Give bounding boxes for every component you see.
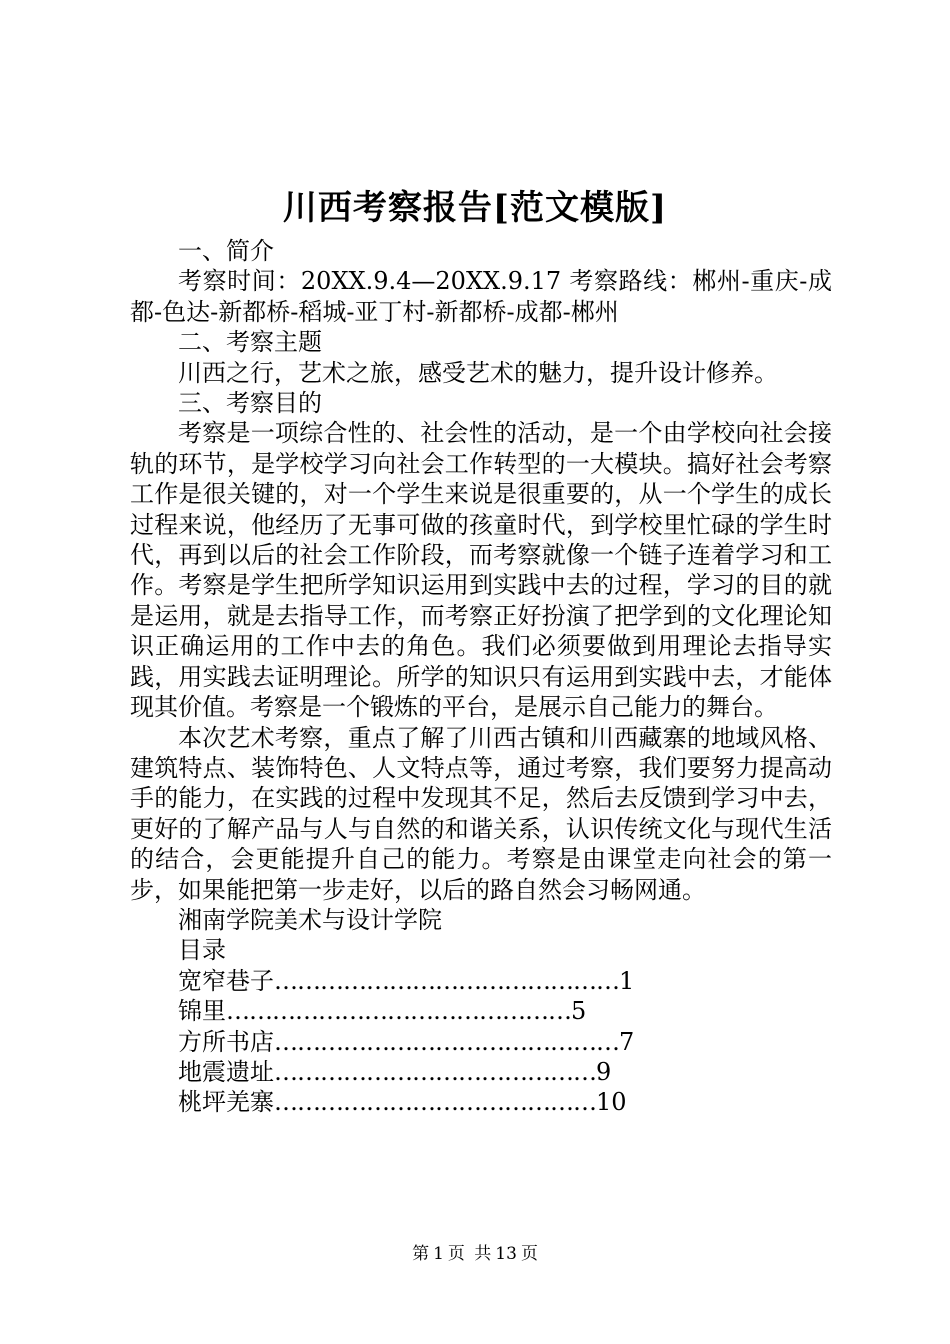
page-number: 1 xyxy=(433,1244,444,1264)
toc-entry-label: 地震遗址 xyxy=(178,1057,274,1086)
toc-entry-page: 7 xyxy=(619,1027,635,1056)
toc-entry-label: 方所书店 xyxy=(178,1027,274,1056)
toc-entry-label: 宽窄巷子 xyxy=(178,966,274,995)
toc-entry-label: 锦里 xyxy=(178,997,226,1026)
theme-text: 川西之行，艺术之旅，感受艺术的魅力，提升设计修养。 xyxy=(178,358,778,387)
toc-entry-leader: ……………………………………… xyxy=(226,997,571,1026)
toc-entry-leader: ……………………………………… xyxy=(274,966,619,995)
page-prefix: 第 xyxy=(412,1244,430,1264)
page-footer xyxy=(0,1242,950,1266)
toc-entry-leader: ……………………………………… xyxy=(274,1027,619,1056)
document-body xyxy=(130,236,832,1118)
toc-entry xyxy=(130,1087,832,1117)
toc-entry xyxy=(130,1027,832,1057)
total-prefix: 共 xyxy=(474,1244,492,1264)
toc-entry-page: 5 xyxy=(571,997,587,1026)
section-heading-theme: 二、考察主题 xyxy=(178,328,322,357)
section-heading-purpose: 三、考察目的 xyxy=(178,389,322,418)
intro-text: 考察时间：20XX.9.4—20XX.9.17 考察路线：郴州-重庆-成都-色达-新都桥-稻城-亚丁村-新都桥-成都-郴州 xyxy=(130,267,832,326)
toc-entry-leader: …………………………………… xyxy=(274,1057,596,1086)
toc-entry xyxy=(130,996,832,1026)
total-pages: 13 xyxy=(495,1244,517,1264)
total-suffix: 页 xyxy=(520,1244,538,1264)
page-suffix: 页 xyxy=(447,1244,465,1264)
toc-entry xyxy=(130,1057,832,1087)
toc-entry-label: 桃坪羌寨 xyxy=(178,1088,274,1117)
toc-entry-page: 9 xyxy=(596,1057,612,1086)
document-title: 川西考察报告[范文模版] xyxy=(282,188,668,228)
toc-entry-page: 10 xyxy=(596,1088,627,1117)
toc-heading: 目录 xyxy=(178,936,226,965)
toc-entry xyxy=(130,966,832,996)
purpose-paragraph-1: 考察是一项综合性的、社会性的活动，是一个由学校向社会接轨的环节，是学校学习向社会工作转型的一大模块。搞好社会考察工作是很关键的，对一个学生来说是很重要的，从一个学生的成长过程来说，他经历了无事可做的孩童时代，到学校里忙碌的学生时代，再到以后的社会工作阶段，而考察就像一个链子连着学习和工作。考察是学生把所学知识运用到实践中去的过程，学习的目的就是运用，就是去指导工作，而考察正好扮演了把学到的文化理论知识正确运用的工作中去的角色。我们必须要做到用理论去指导实践，用实践去证明理论。所学的知识只有运用到实践中去，才能体现其价值。考察是一个锻炼的平台，是展示自己能力的舞台。 xyxy=(130,419,832,722)
toc-entry-leader: …………………………………… xyxy=(274,1088,596,1117)
purpose-paragraph-2: 本次艺术考察，重点了解了川西古镇和川西藏寨的地域风格、建筑特点、装饰特色、人文特点等，通过考察，我们要努力提高动手的能力，在实践的过程中发现其不足，然后去反馈到学习中去，更好的了解产品与人与自然的和谐关系，认识传统文化与现代生活的结合，会更能提升自己的能力。考察是由课堂走向社会的第一步，如果能把第一步走好，以后的路自然会习畅网通。 xyxy=(130,723,832,904)
section-heading-intro: 一、简介 xyxy=(178,237,274,265)
school-name: 湘南学院美术与设计学院 xyxy=(178,905,442,934)
toc-entry-page: 1 xyxy=(619,966,635,995)
